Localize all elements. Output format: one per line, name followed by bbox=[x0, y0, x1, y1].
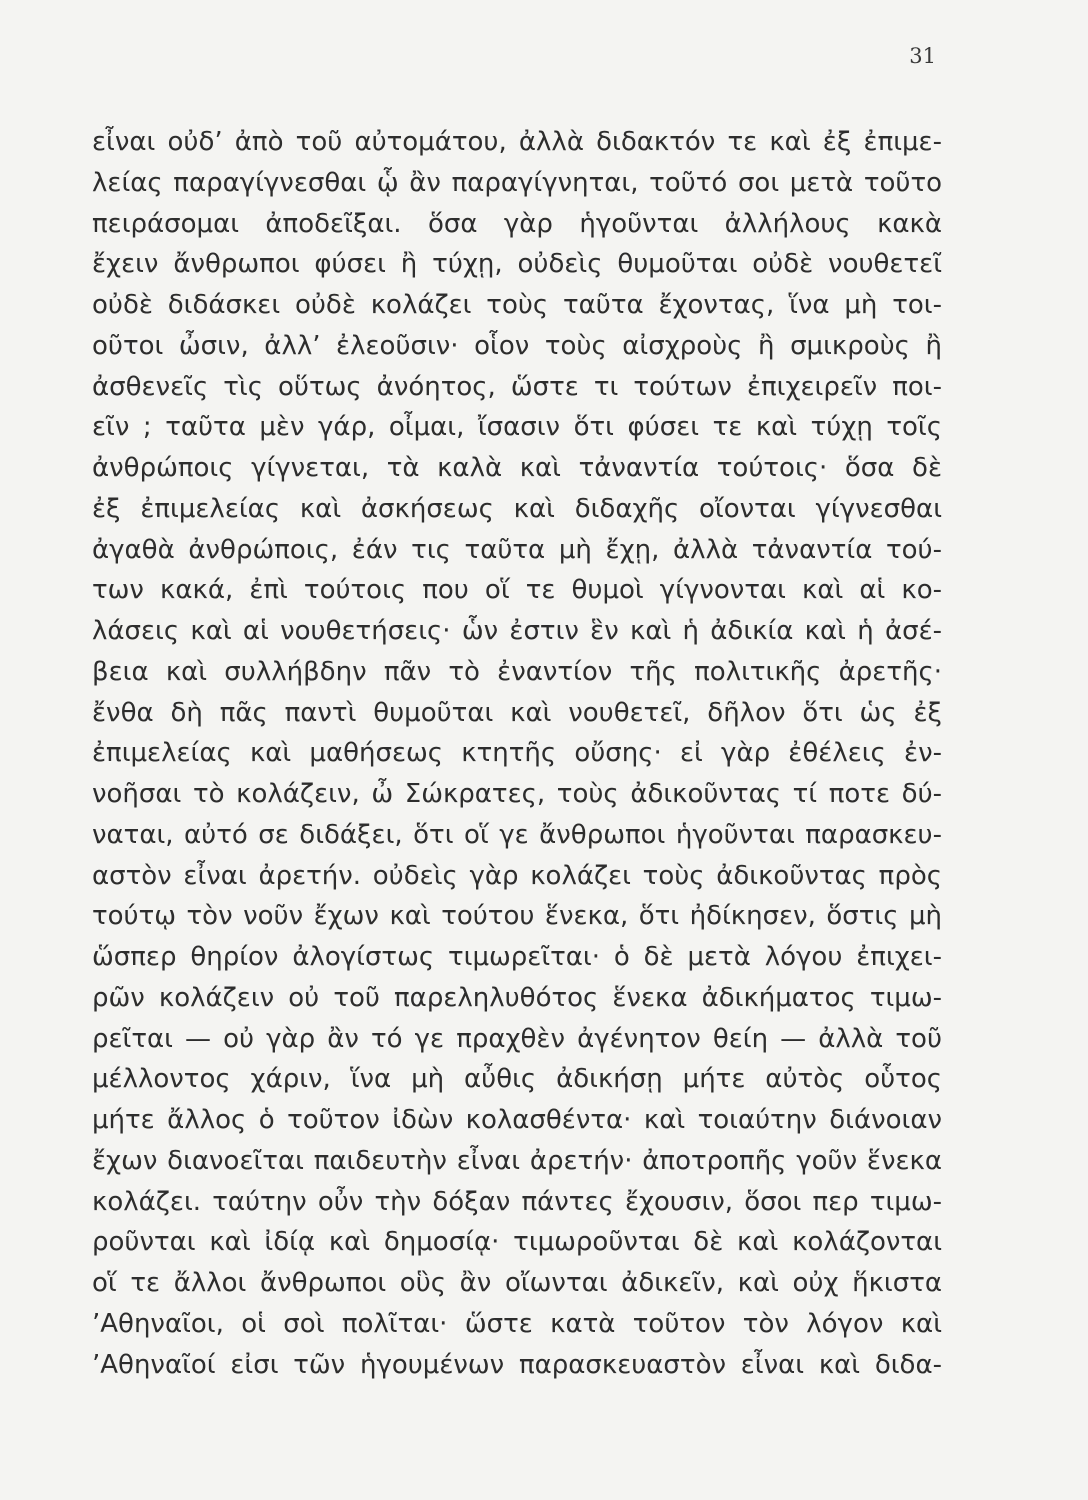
text-line: μέλλοντος χάριν, ἵνα μὴ αὖθις ἀδικήσῃ μήτε αὐτὸς οὗτος bbox=[92, 1064, 942, 1095]
text-line: μήτε ἄλλος ὁ τοῦτον ἰδὼν κολασθέντα· καὶ τοιαύτην διάνοιαν bbox=[92, 1105, 942, 1135]
text-line: νοῆσαι τὸ κολάζειν, ὦ Σώκρατες, τοὺς ἀδικοῦντας τί ποτε δύ- bbox=[92, 779, 942, 809]
text-line: ὥσπερ θηρίον ἀλογίστως τιμωρεῖται· ὁ δὲ μετὰ λόγου ἐπιχει- bbox=[92, 942, 942, 972]
text-line: ρῶν κολάζειν οὐ τοῦ παρεληλυθότος ἕνεκα ἀδικήματος τιμω- bbox=[92, 982, 942, 1013]
text-line: ἔνθα δὴ πᾶς παντὶ θυμοῦται καὶ νουθετεῖ, δῆλον ὅτι ὡς ἐξ bbox=[92, 697, 942, 728]
text-line: ἔχων διανοεῖται παιδευτὴν εἶναι ἀρετήν· ἀποτροπῆς γοῦν ἕνεκα bbox=[92, 1145, 942, 1176]
text-line: ἀνθρώποις γίγνεται, τὰ καλὰ καὶ τἀναντία τούτοις· ὅσα δὲ bbox=[92, 453, 942, 483]
text-line: ἀσθενεῖς τὶς οὕτως ἀνόητος, ὥστε τι τούτων ἐπιχειρεῖν ποι- bbox=[92, 371, 942, 402]
text-line: οῦτοι ὦσιν, ἀλλ’ ἐλεοῦσιν· οἷον τοὺς αἰσχροὺς ἢ σμικροὺς ἢ bbox=[92, 330, 942, 361]
text-line: εἶναι οὐδ’ ἀπὸ τοῦ αὐτομάτου, ἀλλὰ διδακτόν τε καὶ ἐξ ἐπιμε- bbox=[92, 127, 942, 157]
text-line: πειράσομαι ἀποδεῖξαι. ὅσα γὰρ ἡγοῦνται ἀλλήλους κακὰ bbox=[92, 208, 942, 239]
text-line: ροῦνται καὶ ἰδίᾳ καὶ δημοσίᾳ· τιμωροῦνται δὲ καὶ κολάζονται bbox=[92, 1227, 942, 1258]
text-line: τούτῳ τὸν νοῦν ἔχων καὶ τούτου ἕνεκα, ὅτι ἠδίκησεν, ὅστις μὴ bbox=[92, 901, 942, 932]
text-line: ’Αθηναῖοι, οἱ σοὶ πολῖται· ὥστε κατὰ τοῦτον τὸν λόγον καὶ bbox=[92, 1308, 942, 1339]
text-line: κολάζει. ταύτην οὖν τὴν δόξαν πάντες ἔχουσιν, ὅσοι περ τιμω- bbox=[92, 1186, 942, 1217]
text-line: ἔχειν ἄνθρωποι φύσει ἢ τύχῃ, οὐδεὶς θυμοῦται οὐδὲ νουθετεῖ bbox=[92, 249, 942, 280]
text-line: ἐπιμελείας καὶ μαθήσεως κτητῆς οὔσης· εἰ γὰρ ἐθέλεις ἐν- bbox=[92, 738, 942, 769]
text-line: ’Αθηναῖοί εἰσι τῶν ἡγουμένων παρασκευαστὸν εἶναι καὶ διδα- bbox=[92, 1349, 942, 1380]
text-line: οὐδὲ διδάσκει οὐδὲ κολάζει τοὺς ταῦτα ἔχοντας, ἵνα μὴ τοι- bbox=[92, 290, 942, 320]
text-line: βεια καὶ συλλήβδην πᾶν τὸ ἐναντίον τῆς πολιτικῆς ἀρετῆς· bbox=[92, 656, 942, 687]
text-line: ρεῖται — οὐ γὰρ ἂν τό γε πραχθὲν ἀγένητον θείη — ἀλλὰ τοῦ bbox=[92, 1023, 942, 1054]
text-line: ἀγαθὰ ἀνθρώποις, ἐάν τις ταῦτα μὴ ἔχῃ, ἀλλὰ τἀναντία τού- bbox=[92, 534, 942, 565]
text-line: λάσεις καὶ αἱ νουθετήσεις· ὧν ἐστιν ἓν καὶ ἡ ἀδικία καὶ ἡ ἀσέ- bbox=[92, 616, 942, 646]
text-line: εῖν ; ταῦτα μὲν γάρ, οἶμαι, ἴσασιν ὅτι φύσει τε καὶ τύχῃ τοῖς bbox=[92, 412, 942, 443]
text-line: ναται, αὐτό σε διδάξει, ὅτι οἵ γε ἄνθρωποι ἡγοῦνται παρασκευ- bbox=[92, 819, 942, 850]
page-number: 31 bbox=[909, 44, 936, 68]
greek-text-body bbox=[92, 122, 942, 1385]
text-line: ἐξ ἐπιμελείας καὶ ἀσκήσεως καὶ διδαχῆς οἴονται γίγνεσθαι bbox=[92, 493, 942, 524]
text-line: οἵ τε ἄλλοι ἄνθρωποι οὓς ἂν οἴωνται ἀδικεῖν, καὶ οὐχ ἥκιστα bbox=[92, 1268, 942, 1298]
text-line: αστὸν εἶναι ἀρετήν. οὐδεὶς γὰρ κολάζει τοὺς ἀδικοῦντας πρὸς bbox=[92, 860, 942, 891]
text-line: των κακά, ἐπὶ τούτοις που οἵ τε θυμοὶ γίγνονται καὶ αἱ κο- bbox=[92, 575, 942, 606]
text-line: λείας παραγίγνεσθαι ᾧ ἂν παραγίγνηται, τοῦτό σοι μετὰ τοῦτο bbox=[92, 167, 942, 198]
